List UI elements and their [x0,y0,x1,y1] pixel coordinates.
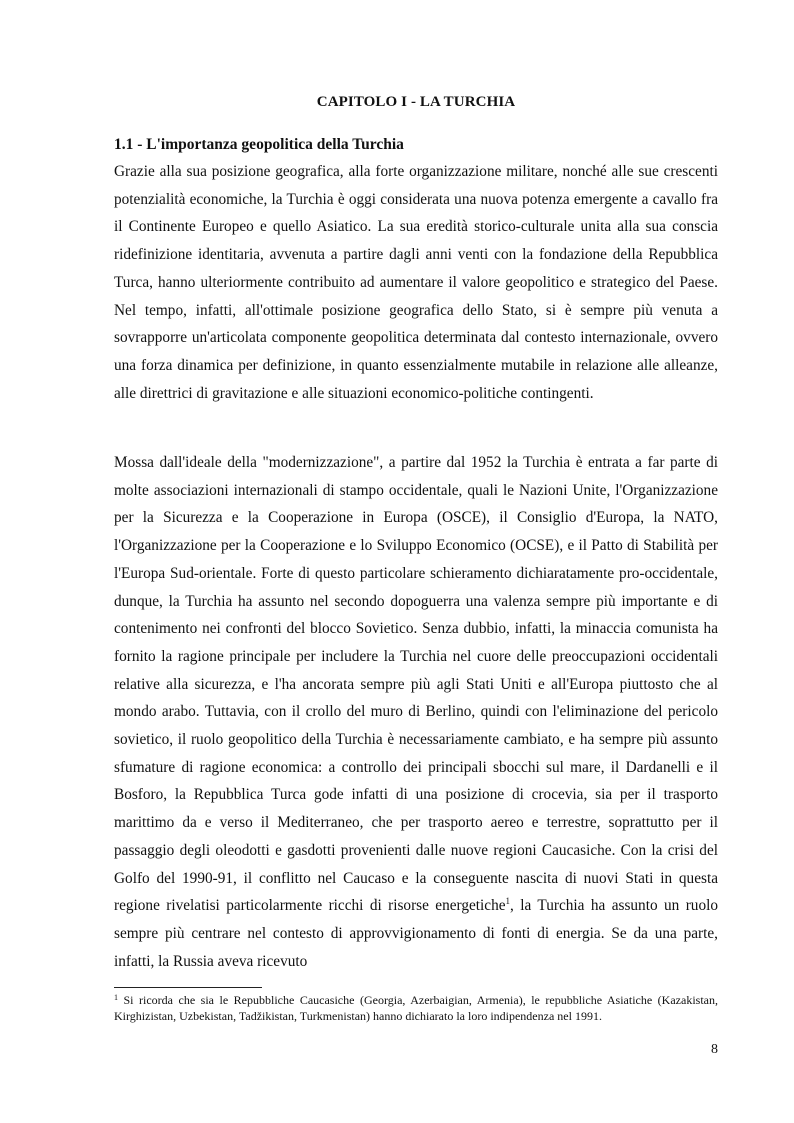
footnote-separator [114,987,262,988]
body-paragraph-1: Grazie alla sua posizione geografica, alla forte organizzazione militare, nonché alle sue crescenti potenzialità economiche, la Turchia è oggi considerata una nuova potenza emergente a cavallo fra il Continente Europeo e quello Asiatico. La sua eredità storico-culturale unita alla sua conscia ridefinizione identitaria, avvenuta a partire dagli anni venti con la fondazione della Repubblica Turca, hanno ulteriormente contribuito ad aumentare il valore geopolitico e strategico del Paese. Nel tempo, infatti, all'ottimale posizione geografica dello Stato, si è sempre più venuta a sovrapporre un'articolata componente geopolitica determinata dal contesto internazionale, ovvero una forza dinamica per definizione, in quanto essenzialmente mutabile in relazione alle alleanze, alle direttrici di gravitazione e alle situazioni economico-politiche contingenti. [114,163,718,402]
paragraph-2-continuation: , la Turchia ha assunto un ruolo sempre più centrare nel contesto di approvvigionamento di fonti di energia. Se da una parte, infatti, la Russia aveva ricevuto [114,897,718,970]
chapter-title: CAPITOLO I - LA TURCHIA [316,94,516,110]
footnote [114,993,718,1024]
body-paragraph-2 [114,449,718,975]
section-title: 1.1 - L'importanza geopolitica della Turchia [114,136,404,153]
page-number: 8 [711,1042,718,1057]
footnote-text: Si ricorda che sia le Repubbliche Caucasiche (Georgia, Azerbaigian, Armenia), le repubbliche Asiatiche (Kazakistan, Kirghizistan, Uzbekistan, Tadžikistan, Turkmenistan) hanno dichiarato la loro indipendenza nel 1991. [114,993,718,1023]
paragraph-2-text: Mossa dall'ideale della "modernizzazione", a partire dal 1952 la Turchia è entrata a far parte di molte associazioni internazionali di stampo occidentale, quali le Nazioni Unite, l'Organizzazione per la Sicurezza e la Cooperazione in Europa (OSCE), il Consiglio d'Europa, la NATO, l'Organizzazione per la Cooperazione e lo Sviluppo Economico (OCSE), e il Patto di Stabilità per l'Europa Sud-orientale. Forte di questo particolare schieramento dichiaratamente pro-occidentale, dunque, la Turchia ha assunto nel secondo dopoguerra una valenza sempre più importante e di contenimento nei confronti del blocco Sovietico. Senza dubbio, infatti, la minaccia comunista ha fornito la ragione principale per includere la Turchia nel cuore delle preoccupazioni occidentali relative alla sicurezza, e l'ha ancorata sempre più agli Stati Uniti e all'Europa piuttosto che al mondo arabo. Tuttavia, con il crollo del muro di Berlino, quindi con l'eliminazione del pericolo sovietico, il ruolo geopolitico della Turchia è necessariamente cambiato, e ha sempre più assunto sfumature di ragione economica: a controllo dei principali sbocchi sul mare, il Dardanelli e il Bosforo, la Repubblica Turca gode infatti di una posizione di crocevia, sia per il trasporto marittimo da e verso il Mediterraneo, che per trasporto aereo e terrestre, soprattutto per il passaggio degli oleodotti e gasdotti provenienti dalle nuove regioni Caucasiche. Con la crisi del Golfo del 1990-91, il conflitto nel Caucaso e la conseguente nascita di nuovi Stati in questa regione rivelatisi particolarmente ricchi di risorse energetiche [114,454,718,915]
footnote-number: 1 [114,993,118,1002]
footnote-reference[interactable]: 1 [505,896,511,907]
